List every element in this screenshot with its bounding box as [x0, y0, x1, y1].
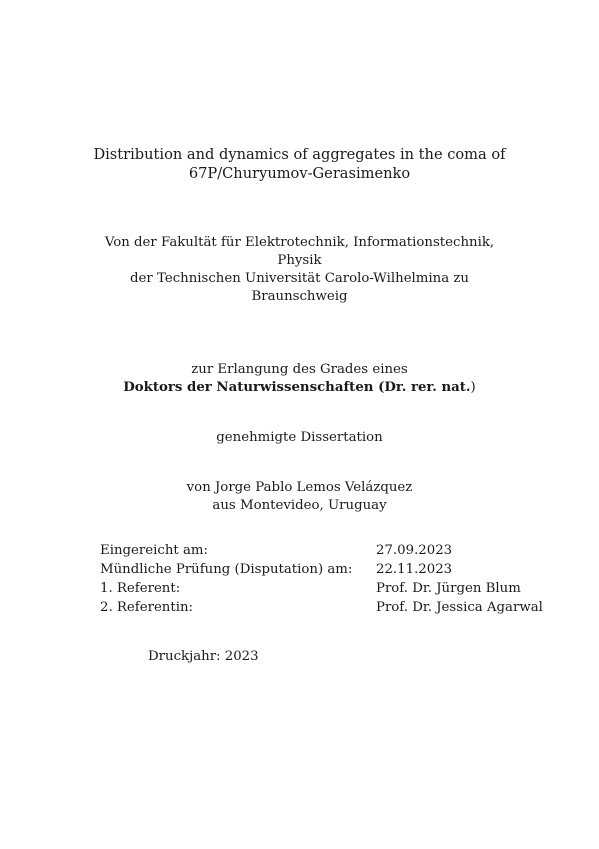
faculty-statement [0, 234, 599, 306]
degree-name-suffix: ) [470, 380, 476, 395]
committee-label: 1. Referent: [100, 581, 181, 596]
committee-label: 2. Referentin: [100, 600, 194, 615]
print-year: Druckjahr: 2023 [148, 649, 259, 664]
committee-value: 27.09.2023 [376, 543, 453, 558]
degree-statement [0, 361, 599, 397]
author-block [0, 479, 599, 515]
thesis-title-line-1: Distribution and dynamics of aggregates in the coma of [93, 146, 506, 163]
committee-label: Eingereicht am: [100, 543, 208, 558]
thesis-title [0, 145, 599, 183]
faculty-line-4: Braunschweig [251, 289, 348, 304]
dissertation-label: genehmigte Dissertation [216, 430, 383, 445]
degree-line-1: zur Erlangung des Grades eines [191, 362, 408, 377]
author-origin: aus Montevideo, Uruguay [212, 498, 387, 513]
committee-value: Prof. Dr. Jessica Agarwal [376, 600, 543, 615]
faculty-line-1: Von der Fakultät für Elektrotechnik, Informationstechnik, [104, 235, 495, 250]
committee-value: 22.11.2023 [376, 562, 453, 577]
author-name: von Jorge Pablo Lemos Velázquez [186, 480, 413, 495]
faculty-line-2: Physik [277, 253, 322, 268]
committee-label: Mündliche Prüfung (Disputation) am: [100, 562, 353, 577]
committee-value: Prof. Dr. Jürgen Blum [376, 581, 521, 596]
faculty-line-3: der Technischen Universität Carolo-Wilhelmina zu [130, 271, 469, 286]
thesis-title-line-2: 67P/Churyumov-Gerasimenko [188, 165, 411, 182]
degree-name: Doktors der Naturwissenschaften (Dr. rer. nat. [123, 380, 471, 395]
degree-line-2 [0, 379, 599, 397]
